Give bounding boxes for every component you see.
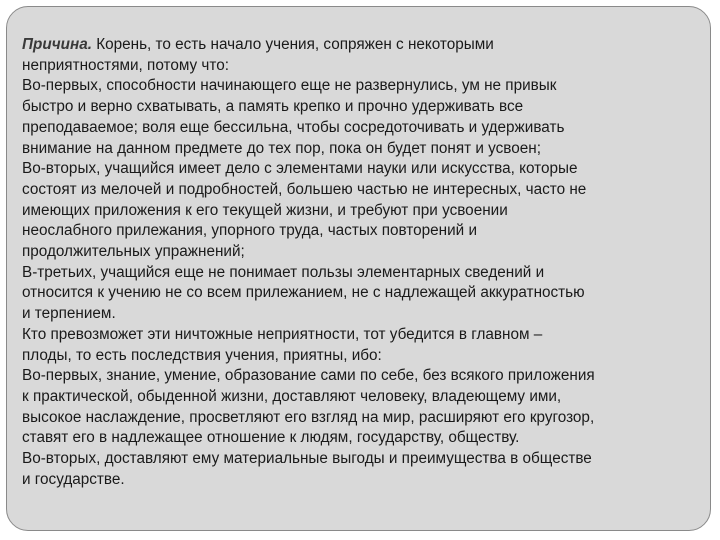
text-line-2: неприятностями, потому что:: [22, 56, 229, 74]
text-line-4: быстро и верно схватывать, а память крепко и прочно удерживать все: [22, 98, 524, 116]
text-line-16: плоды, то есть последствия учения, приятны, ибо:: [22, 346, 382, 364]
text-line-8: состоят из мелочей и подробностей, большею частью не интересных, часто не: [22, 180, 587, 198]
text-line-19: высокое наслаждение, просветляют его взгляд на мир, расширяют его кругозор,: [22, 408, 595, 426]
text-line-15: Кто превозможет эти ничтожные неприятности, тот убедится в главном –: [22, 325, 543, 343]
text-line-7: Во-вторых, учащийся имеет дело с элементами науки или искусства, которые: [22, 160, 578, 178]
text-line-12: В-третьих, учащийся еще не понимает пользы элементарных сведений и: [22, 263, 545, 281]
text-line-21: Во-вторых, доставляют ему материальные выгоды и преимущества в обществе: [22, 450, 592, 468]
text-line-6: внимание на данном предмете до тех пор, пока он будет понят и усвоен;: [22, 139, 541, 157]
slide-text: [22, 35, 706, 490]
text-line-1: [22, 35, 706, 56]
text-line-22: и государстве.: [22, 470, 125, 488]
text-line-17: Во-первых, знание, умение, образование сами по себе, без всякого приложения: [22, 367, 595, 385]
text-line-11: продолжительных упражнений;: [22, 243, 245, 261]
text-line-14: и терпением.: [22, 305, 116, 323]
text-line-10: неослабного прилежания, упорного труда, частых повторений и: [22, 222, 477, 240]
text-line-5: преподаваемое; воля еще бессильна, чтобы сосредоточивать и удерживать: [22, 118, 565, 136]
text-line-20: ставят его в надлежащее отношение к людям, государству, обществу.: [22, 429, 520, 447]
text-line-13: относится к учению не со всем прилежанием, не с надлежащей аккуратностью: [22, 284, 585, 302]
text-line-18: к практической, обыденной жизни, доставляют человеку, владеющему ими,: [22, 387, 562, 405]
text-line-9: имеющих приложения к его текущей жизни, и требуют при усвоении: [22, 201, 508, 219]
text-line-3: Во-первых, способности начинающего еще не развернулись, ум не привык: [22, 77, 557, 95]
lead-word: Причина.: [22, 36, 92, 53]
text-line-1-rest: Корень, то есть начало учения, сопряжен с некоторыми: [91, 36, 494, 53]
